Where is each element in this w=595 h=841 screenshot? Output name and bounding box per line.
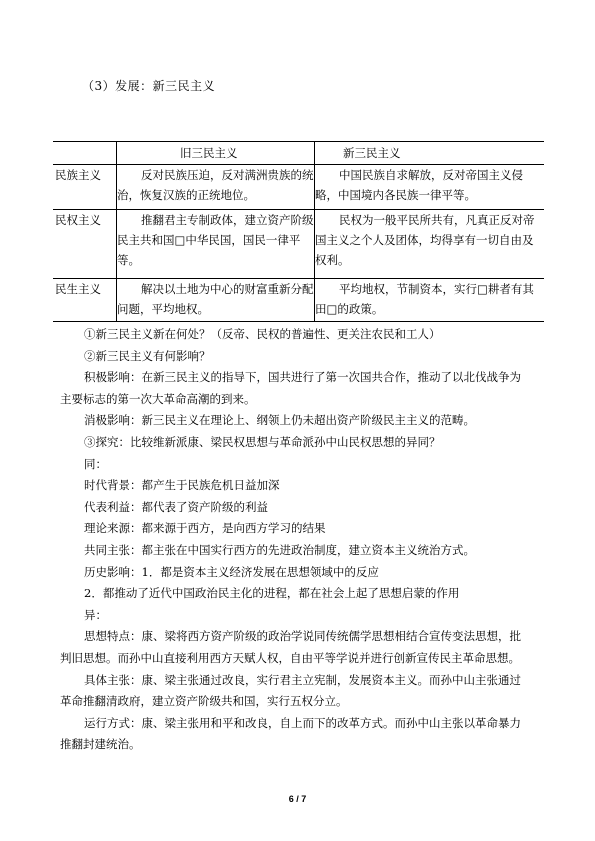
section-heading: （3）发展：新三民主义 <box>82 79 216 93</box>
body-text <box>60 324 540 756</box>
text-line: 主要标志的第一次大革命高潮的到来。 <box>60 391 256 406</box>
text-line: ③探究：比较维新派康、梁民权思想与革命派孙中山民权思想的异同？ <box>84 434 441 449</box>
table-row <box>53 165 544 210</box>
header-new-label: 新三民主义 <box>343 146 401 160</box>
text-line: 推翻封建统治。 <box>60 737 141 752</box>
old-cell <box>117 210 315 279</box>
old-cell <box>117 165 315 210</box>
text-line: 积极影响：在新三民主义的指导下，国共进行了第一次国共合作，推动了以北伐战争为 <box>84 370 521 385</box>
text-line: 时代背景：都产生于民族危机日益加深 <box>84 478 280 493</box>
old-text: 反对民族压迫，反对满洲贵族的统治，恢复汉族的正统地位。 <box>117 168 314 202</box>
text-line: 运行方式：康、梁主张用和平和改良，自上而下的改革方式。而孙中山主张以革命暴力 <box>84 715 521 730</box>
old-text: 推翻君主专制政体，建立资产阶级民主共和国□中华民国，国民一律平等。 <box>117 213 314 267</box>
text-line: 异： <box>84 607 107 622</box>
old-text: 解决以土地为中心的财富重新分配问题，平均地权。 <box>117 282 314 316</box>
new-text: 平均地权，节制资本，实行□耕者有其田□的政策。 <box>315 282 534 316</box>
header-cell-empty <box>53 142 117 165</box>
text-line: ①新三民主义新在何处？（反帝、民权的普遍性、更关注农民和工人） <box>84 327 441 341</box>
new-text: 中国民族自求解放，反对帝国主义侵略，中国境内各民族一律平等。 <box>315 168 523 202</box>
new-text: 民权为一般平民所共有，凡真正反对帝国主义之个人及团体，均得享有一切自由及权利。 <box>315 213 535 267</box>
new-cell <box>315 279 545 322</box>
text-line: 理论来源：都来源于西方，是向西方学习的结果 <box>84 521 326 536</box>
text-line: 具体主张：康、梁主张通过改良，实行君主立宪制，发展资本主义。而孙中山主张通过 <box>84 672 521 687</box>
text-line: 同： <box>84 456 107 471</box>
old-cell <box>117 279 315 322</box>
page-number: 6 / 7 <box>288 794 307 804</box>
table-row <box>53 210 544 279</box>
row-label: 民生主义 <box>53 279 117 322</box>
text-line: 共同主张：都主张在中国实行西方的先进政治制度，建立资本主义统治方式。 <box>84 542 475 557</box>
table-header-row <box>53 142 544 165</box>
text-line: 代表利益：都代表了资产阶级的利益 <box>84 499 268 514</box>
table-row <box>53 279 544 322</box>
comparison-table <box>53 141 544 322</box>
row-label: 民权主义 <box>53 210 117 279</box>
text-line: 2．都推动了近代中国政治民主化的进程，都在社会上起了思想启蒙的作用 <box>84 586 460 601</box>
text-line: 历史影响：1．都是资本主义经济发展在思想领域中的反应 <box>84 564 379 579</box>
new-cell <box>315 165 545 210</box>
header-cell-old <box>117 142 315 165</box>
header-old-label: 旧三民主义 <box>180 146 238 160</box>
text-line: 革命推翻清政府，建立资产阶级共和国，实行五权分立。 <box>60 694 348 709</box>
text-line: ②新三民主义有何影响？ <box>84 348 211 363</box>
text-line: 思想特点：康、梁将西方资产阶级的政治学说同传统儒学思想相结合宣传变法思想，批 <box>84 629 521 644</box>
new-cell <box>315 210 545 279</box>
row-label: 民族主义 <box>53 165 117 210</box>
text-line: 消极影响：新三民主义在理论上、纲领上仍未超出资产阶级民主主义的范畴。 <box>84 413 475 428</box>
text-line: 判旧思想。而孙中山直接利用西方天赋人权，自由平等学说并进行创新宣传民主革命思想。 <box>60 650 520 665</box>
header-cell-new <box>315 142 545 165</box>
